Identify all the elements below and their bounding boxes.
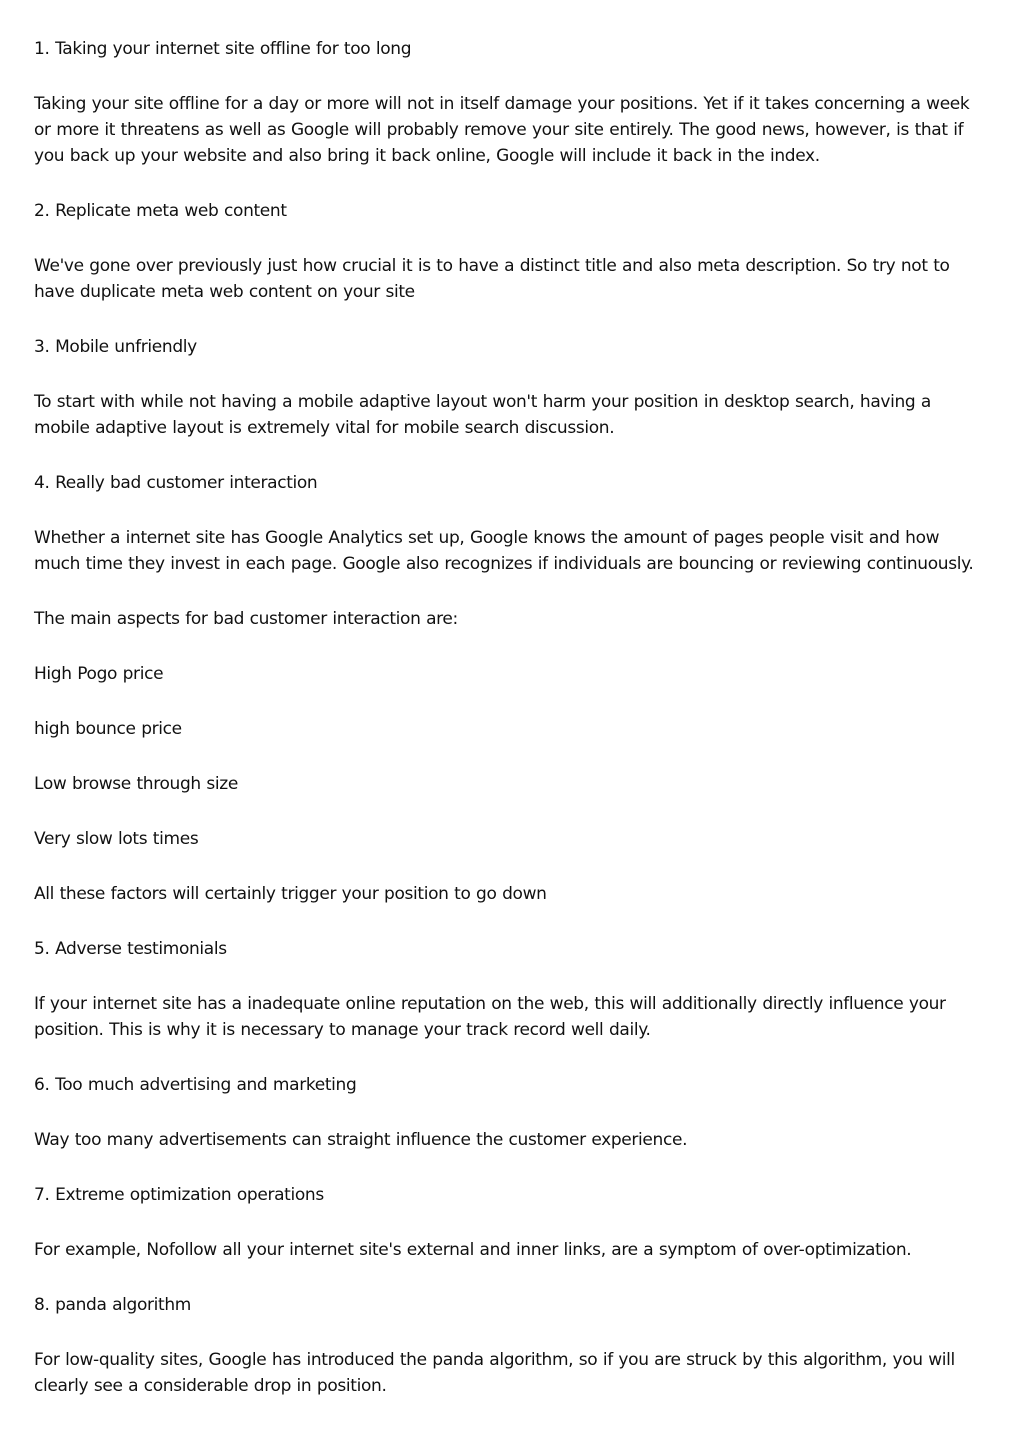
- heading-1-offline: 1. Taking your internet site offline for too long: [34, 39, 412, 59]
- paragraph-optimization: For example, Nofollow all your internet site's external and inner links, are a symptom of over-optimization.: [34, 1240, 912, 1260]
- paragraph-aspects-intro: The main aspects for bad customer interaction are:: [34, 609, 458, 629]
- list-item-bounce: high bounce price: [34, 719, 182, 739]
- heading-2-duplicate-meta: 2. Replicate meta web content: [34, 201, 287, 221]
- list-item-load-times: Very slow lots times: [34, 829, 199, 849]
- paragraph-interaction: Whether a internet site has Google Analytics set up, Google knows the amount of pages people visit and how much time they invest in each page. Google also recognizes if individuals are bouncing or reviewing continuously.: [34, 528, 974, 574]
- heading-8-panda: 8. panda algorithm: [34, 1295, 191, 1315]
- paragraph-panda: For low-quality sites, Google has introduced the panda algorithm, so if you are struck by this algorithm, you will clearly see a considerable drop in position.: [34, 1350, 955, 1396]
- paragraph-duplicate-meta: We've gone over previously just how crucial it is to have a distinct title and also meta description. So try not to have duplicate meta web content on your site: [34, 256, 950, 302]
- paragraph-mobile: To start with while not having a mobile adaptive layout won't harm your position in desktop search, having a mobile adaptive layout is extremely vital for mobile search discussion.: [34, 392, 931, 438]
- heading-3-mobile: 3. Mobile unfriendly: [34, 337, 197, 357]
- list-item-pogo: High Pogo price: [34, 664, 164, 684]
- heading-5-testimonials: 5. Adverse testimonials: [34, 939, 227, 959]
- list-item-browse: Low browse through size: [34, 774, 238, 794]
- heading-4-interaction: 4. Really bad customer interaction: [34, 473, 318, 493]
- paragraph-factors: All these factors will certainly trigger your position to go down: [34, 884, 547, 904]
- heading-7-optimization: 7. Extreme optimization operations: [34, 1185, 324, 1205]
- paragraph-offline: Taking your site offline for a day or more will not in itself damage your positions. Yet if it takes concerning a week or more it threatens as well as Google will probably remove your site entirely. The good news, however, is that if you back up your website and also bring it back online, Google will include it back in the index.: [34, 94, 970, 166]
- paragraph-testimonials: If your internet site has a inadequate online reputation on the web, this will additionally directly influence your position. This is why it is necessary to manage your track record well daily.: [34, 994, 946, 1040]
- paragraph-advertising: Way too many advertisements can straight influence the customer experience.: [34, 1130, 688, 1150]
- heading-6-advertising: 6. Too much advertising and marketing: [34, 1075, 357, 1095]
- document-body: [34, 36, 990, 1428]
